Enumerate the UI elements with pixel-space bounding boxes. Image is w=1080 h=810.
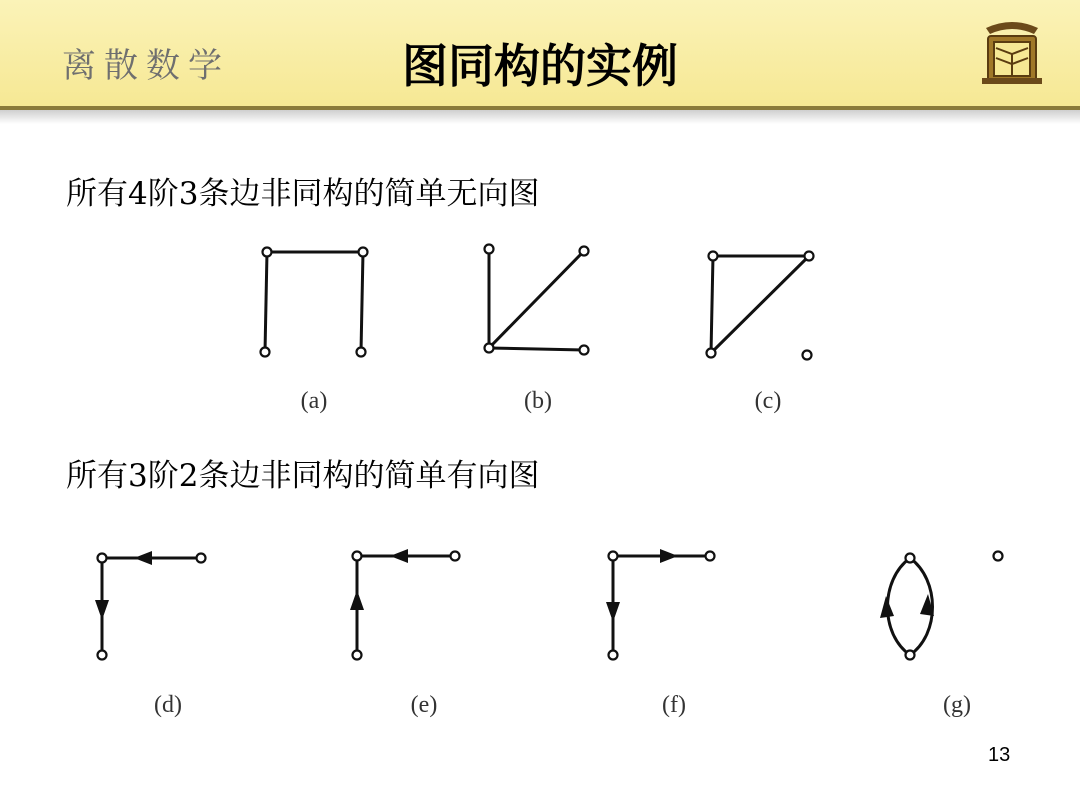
slide-title: 图同构的实例 bbox=[402, 39, 678, 93]
undirected-graphs-heading: 所有4阶3条边非同构的简单无向图 bbox=[66, 176, 540, 212]
caption-f: (f) bbox=[662, 692, 686, 718]
graph-e bbox=[350, 549, 460, 660]
directed-graphs-heading: 所有3阶2条边非同构的简单有向图 bbox=[66, 458, 540, 494]
graph-d bbox=[95, 551, 206, 660]
page-number: 13 bbox=[988, 744, 1011, 766]
caption-e: (e) bbox=[410, 692, 438, 718]
caption-d: (d) bbox=[154, 692, 182, 718]
caption-g: (g) bbox=[943, 692, 971, 718]
caption-b: (b) bbox=[524, 388, 552, 414]
graph-a bbox=[261, 248, 368, 357]
graph-f bbox=[606, 549, 715, 660]
graph-c bbox=[707, 252, 814, 360]
caption-a: (a) bbox=[300, 388, 328, 414]
graph-g bbox=[880, 552, 1003, 660]
caption-c: (c) bbox=[754, 388, 782, 414]
graph-b bbox=[485, 245, 589, 355]
course-name: 离散数学 bbox=[62, 46, 230, 86]
